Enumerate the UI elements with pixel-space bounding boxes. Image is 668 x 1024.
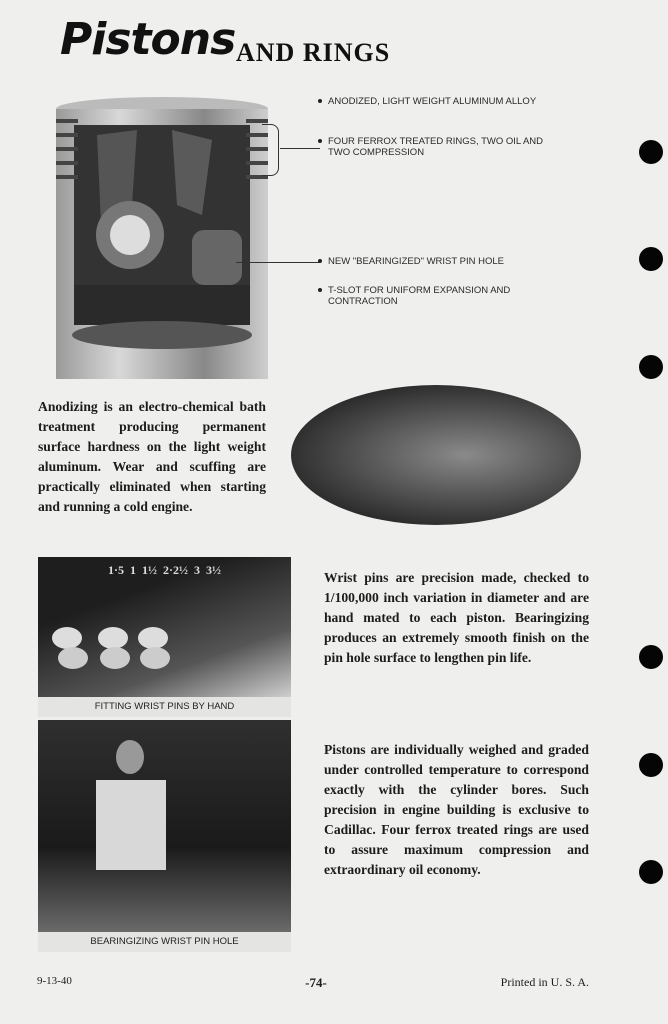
page-title: Pistons <box>60 14 236 65</box>
scale-labels: 1·5 1 1½ 2·2½ 3 3½ <box>108 563 222 577</box>
paragraph-pistons-weighed: Pistons are individually weighed and graded under controlled temperature to correspond exactly with the cylinder bores. Such precision in engine building is exclusive to Cadillac. Four ferrox treated rings are used to assure maximum compression and extraordinary oil economy. <box>324 742 589 877</box>
binder-hole <box>639 355 663 379</box>
caption-fitting-wrist-pins: FITTING WRIST PINS BY HAND <box>38 697 291 717</box>
paragraph-anodizing: Anodizing is an electro-chemical bath treatment producing permanent surface hardness on the light weight aluminum. Wear and scuffing are practically eliminated when starting and running a cold engine. <box>38 399 266 514</box>
binder-hole <box>639 753 663 777</box>
binder-hole <box>639 247 663 271</box>
piston-illustration <box>52 95 272 385</box>
caption-bearingizing: BEARINGIZING WRIST PIN HOLE <box>38 932 291 952</box>
callout-t-slot: T-SLOT FOR UNIFORM EXPANSION AND CONTRACTION <box>318 285 528 307</box>
ring-bracket <box>262 124 279 176</box>
leader-line-rings <box>280 148 320 149</box>
bearingizing-photo <box>38 720 291 932</box>
anodizing-photo <box>291 385 581 525</box>
page-number: -74- <box>305 975 327 990</box>
callout-anodized: ANODIZED, LIGHT WEIGHT ALUMINUM ALLOY <box>318 96 598 107</box>
binder-hole <box>639 645 663 669</box>
callout-rings: FOUR FERROX TREATED RINGS, TWO OIL AND TWO COMPRESSION <box>318 136 558 158</box>
binder-hole <box>639 140 663 164</box>
callout-wrist-pin-hole: NEW "BEARINGIZED" WRIST PIN HOLE <box>318 256 598 267</box>
leader-line-wrist-pin <box>236 262 320 263</box>
paragraph-wrist-pins: Wrist pins are precision made, checked to 1/100,000 inch variation in diameter and are hand mated to each piston. Bearingizing produces an extremely smooth finish on the pin hole surface to lengthen pin life. <box>324 570 589 665</box>
footer-printed: Printed in U. S. A. <box>500 975 589 989</box>
footer-date: 9-13-40 <box>37 975 72 987</box>
binder-hole <box>639 860 663 884</box>
fitting-wrist-pins-photo <box>38 557 291 697</box>
page-subtitle: AND RINGS <box>236 38 391 67</box>
